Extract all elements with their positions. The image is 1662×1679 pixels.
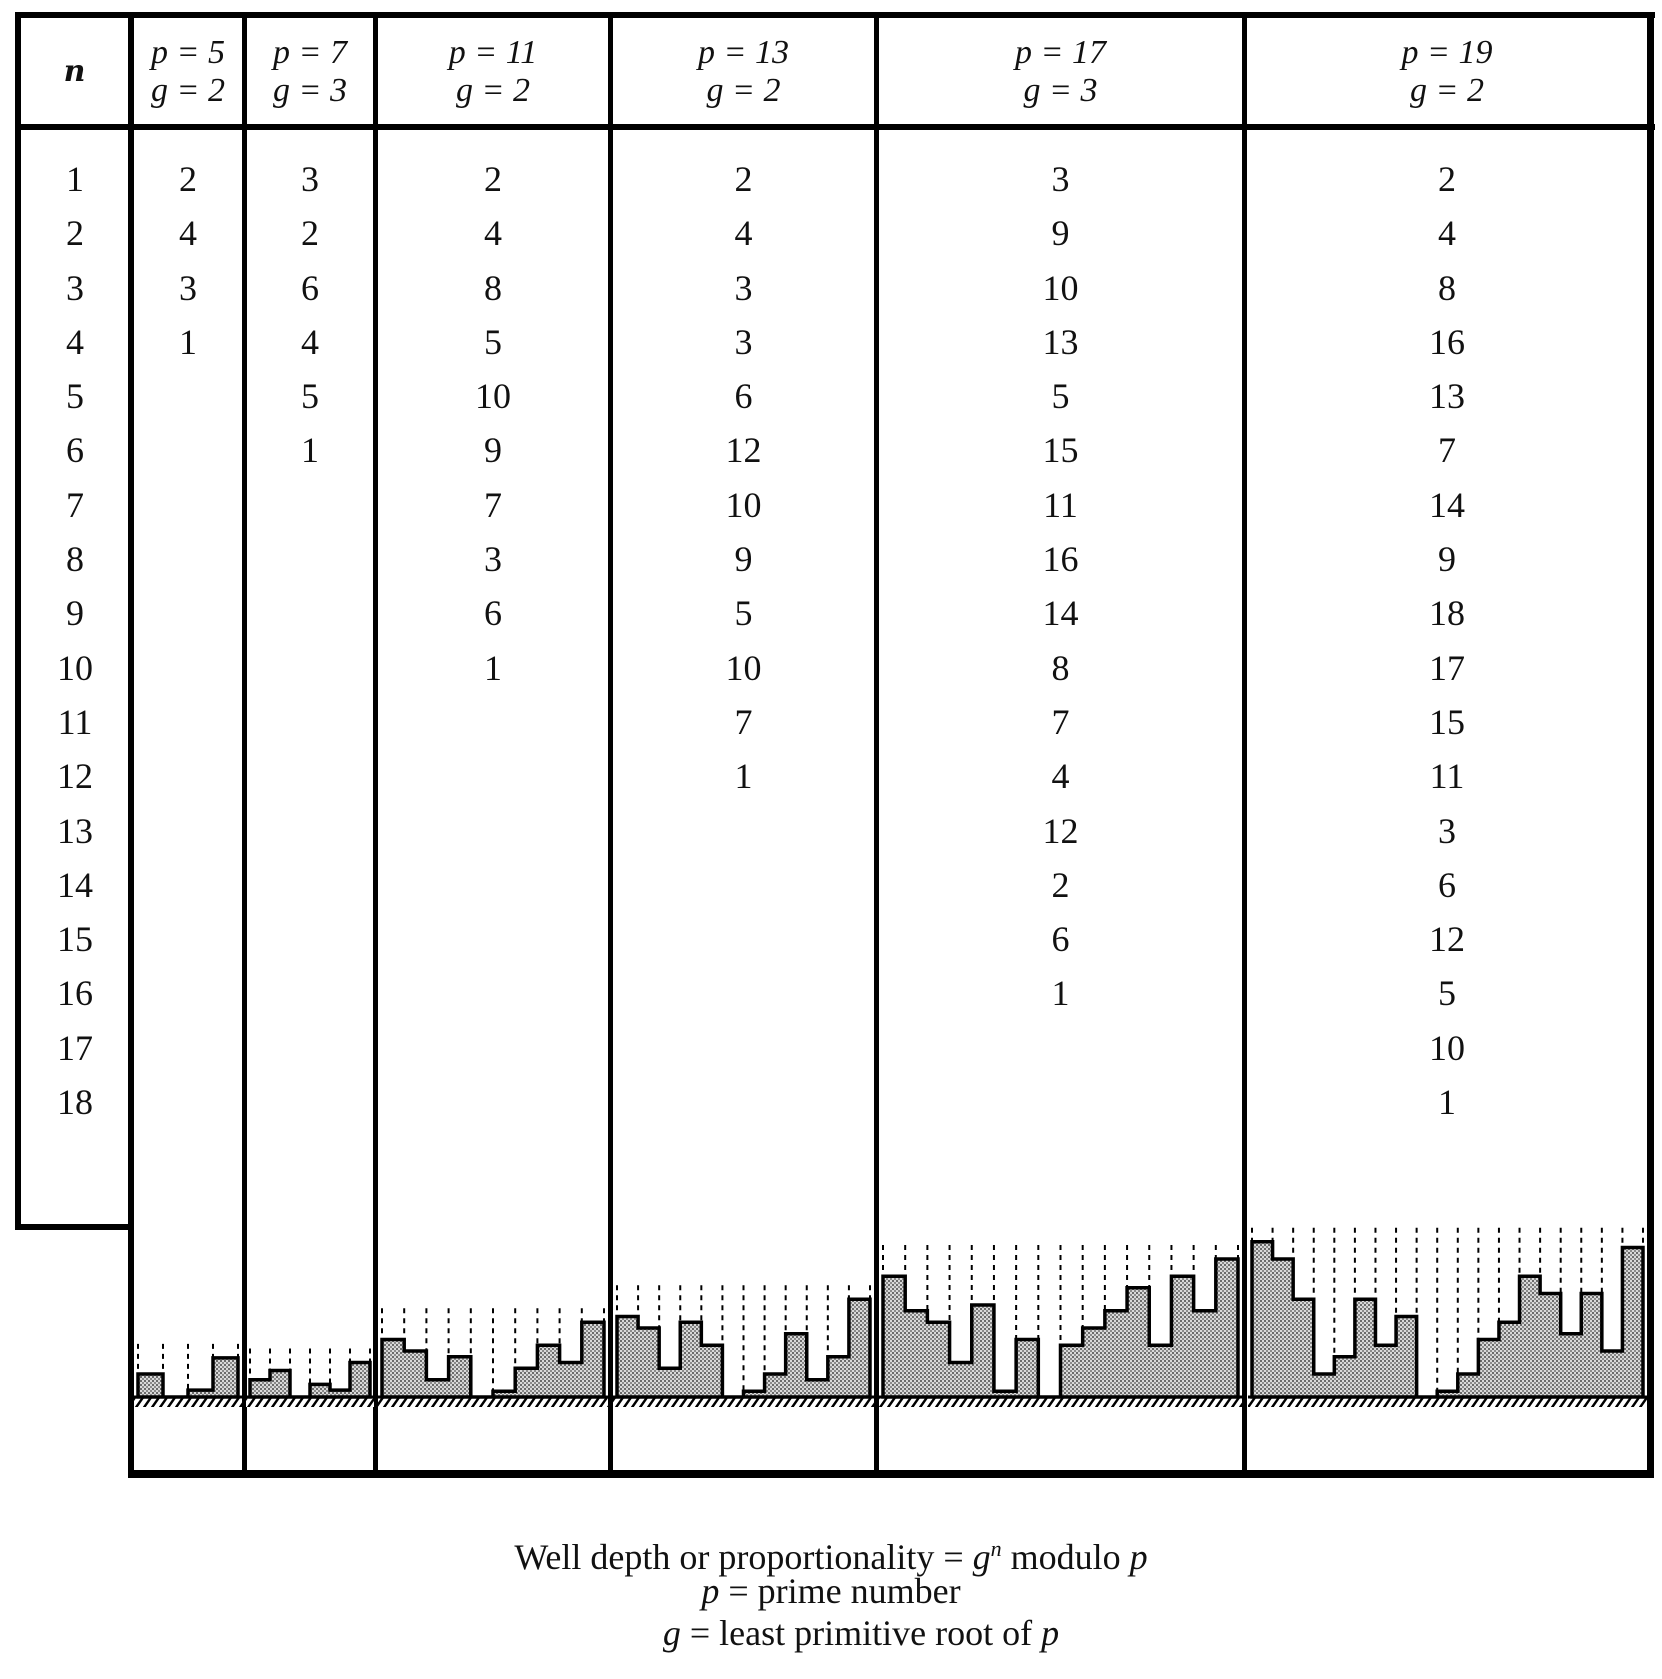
caption-line-3 (0, 1612, 1662, 1654)
p19-cell: 10 (1429, 1027, 1465, 1068)
p19-cell: 1 (1438, 1082, 1456, 1123)
p19-cell: 12 (1429, 919, 1465, 960)
n-cell: 11 (57, 701, 93, 742)
p-label: p = 13 (698, 34, 789, 71)
caption-modulo: modulo (1001, 1537, 1130, 1577)
p13-cell: 1 (734, 756, 753, 797)
p7-cell: 6 (301, 267, 319, 308)
p5-cell: 3 (179, 267, 197, 308)
p11-cell: 7 (484, 484, 502, 525)
p13-cell: 7 (734, 701, 753, 742)
p13-cell: 10 (725, 647, 762, 688)
p-label: p = 11 (448, 34, 538, 71)
p19-cell: 7 (1438, 430, 1456, 471)
p19-cell: 17 (1429, 647, 1465, 688)
g-label: g = 3 (273, 72, 347, 109)
p7-cell: 1 (301, 430, 319, 471)
n-cell: 9 (66, 593, 84, 634)
p11-cell: 5 (484, 321, 502, 362)
n-cell: 7 (66, 484, 84, 525)
p11-cell: 4 (484, 213, 502, 254)
p17-cell: 10 (1042, 267, 1079, 308)
p19-cell: 13 (1429, 376, 1465, 417)
p19-cell: 5 (1438, 973, 1456, 1014)
n-cell: 2 (66, 213, 84, 254)
p11-cell: 8 (484, 267, 502, 308)
p11-cell: 6 (484, 593, 502, 634)
g-label: g = 2 (706, 72, 781, 109)
p13-cell: 3 (734, 267, 753, 308)
p17-cell: 16 (1042, 539, 1079, 580)
caption-g: g (662, 1613, 681, 1653)
p13-cell: 3 (734, 321, 753, 362)
g-label: g = 2 (456, 72, 530, 109)
p7-cell: 2 (301, 213, 319, 254)
n-cell: 14 (57, 864, 93, 905)
p13-cell: 12 (725, 430, 762, 471)
caption-root-def: = least primitive root of (680, 1613, 1042, 1653)
g-label: g = 3 (1023, 72, 1098, 109)
g-label: g = 2 (151, 72, 225, 109)
n-cell: 16 (57, 973, 93, 1014)
p19-cell: 6 (1438, 864, 1456, 905)
p19-cell: 11 (1429, 756, 1465, 797)
n-cell: 3 (66, 267, 84, 308)
n-cell: 8 (66, 539, 84, 580)
p7-cell: 5 (301, 376, 319, 417)
n-cell: 4 (66, 321, 84, 362)
p19-cell: 4 (1438, 213, 1456, 254)
n-cell: 5 (66, 376, 84, 417)
p5-cell: 2 (179, 159, 197, 199)
n-cell: 6 (66, 430, 84, 471)
p17-cell: 5 (1051, 376, 1070, 417)
p19-cell: 16 (1429, 321, 1465, 362)
well-profile-p19 (1252, 1242, 1643, 1397)
p13-cell: 6 (734, 376, 753, 417)
n-cell: 18 (57, 1082, 93, 1123)
caption-p: p (701, 1571, 720, 1611)
p17-cell: 1 (1051, 973, 1070, 1014)
p13-cell: 5 (734, 593, 753, 634)
p19-cell: 3 (1438, 810, 1456, 851)
p19-cell: 18 (1429, 593, 1465, 634)
p17-cell: 14 (1042, 593, 1079, 634)
g-label: g = 2 (1410, 72, 1484, 109)
caption-g: g (972, 1537, 991, 1577)
p19-cell: 9 (1438, 539, 1456, 580)
caption-prime-def: = prime number (719, 1571, 961, 1611)
p17-cell: 2 (1051, 864, 1070, 905)
caption-p: p (1041, 1613, 1060, 1653)
p5-cell: 1 (179, 321, 197, 362)
p11-cell: 9 (484, 430, 502, 471)
p17-cell: 3 (1051, 159, 1070, 199)
n-cell: 12 (57, 756, 93, 797)
n-cell: 17 (57, 1027, 93, 1068)
p17-cell: 12 (1042, 810, 1079, 851)
p5-cell: 4 (179, 213, 197, 254)
p17-cell: 6 (1051, 919, 1070, 960)
p17-cell: 8 (1051, 647, 1070, 688)
p-label: p = 7 (273, 34, 347, 71)
p13-cell: 9 (734, 539, 753, 580)
n-cell: 10 (57, 647, 93, 688)
p-label: p = 19 (1401, 34, 1493, 71)
n-cell: 1 (66, 159, 84, 199)
p11-cell: 3 (484, 539, 502, 580)
p-label: p = 17 (1015, 34, 1106, 71)
n-cell: 13 (57, 810, 93, 851)
p17-cell: 9 (1051, 213, 1070, 254)
caption-p: p (1129, 1537, 1148, 1577)
p7-cell: 3 (301, 159, 319, 199)
p19-cell: 2 (1438, 159, 1456, 199)
p7-cell: 4 (301, 321, 319, 362)
p-label: p = 5 (151, 34, 225, 71)
p17-cell: 11 (1043, 484, 1078, 525)
p13-cell: 4 (734, 213, 753, 254)
caption-formula-prefix: Well depth or proportionality = (514, 1537, 973, 1577)
n-cell: 15 (57, 919, 93, 960)
p19-cell: 14 (1429, 484, 1465, 525)
p17-cell: 15 (1042, 430, 1079, 471)
p11-cell: 10 (475, 376, 511, 417)
p17-cell: 13 (1042, 321, 1079, 362)
p11-cell: 1 (484, 647, 502, 688)
p19-cell: 8 (1438, 267, 1456, 308)
caption-line-2 (0, 1570, 1662, 1612)
caption-exponent: n (990, 1536, 1002, 1561)
p13-cell: 10 (725, 484, 762, 525)
p11-cell: 2 (484, 159, 502, 199)
p13-cell: 2 (734, 159, 753, 199)
p17-cell: 4 (1051, 756, 1070, 797)
p19-cell: 15 (1429, 701, 1465, 742)
p17-cell: 7 (1051, 701, 1070, 742)
n-header-label: n (63, 54, 86, 89)
